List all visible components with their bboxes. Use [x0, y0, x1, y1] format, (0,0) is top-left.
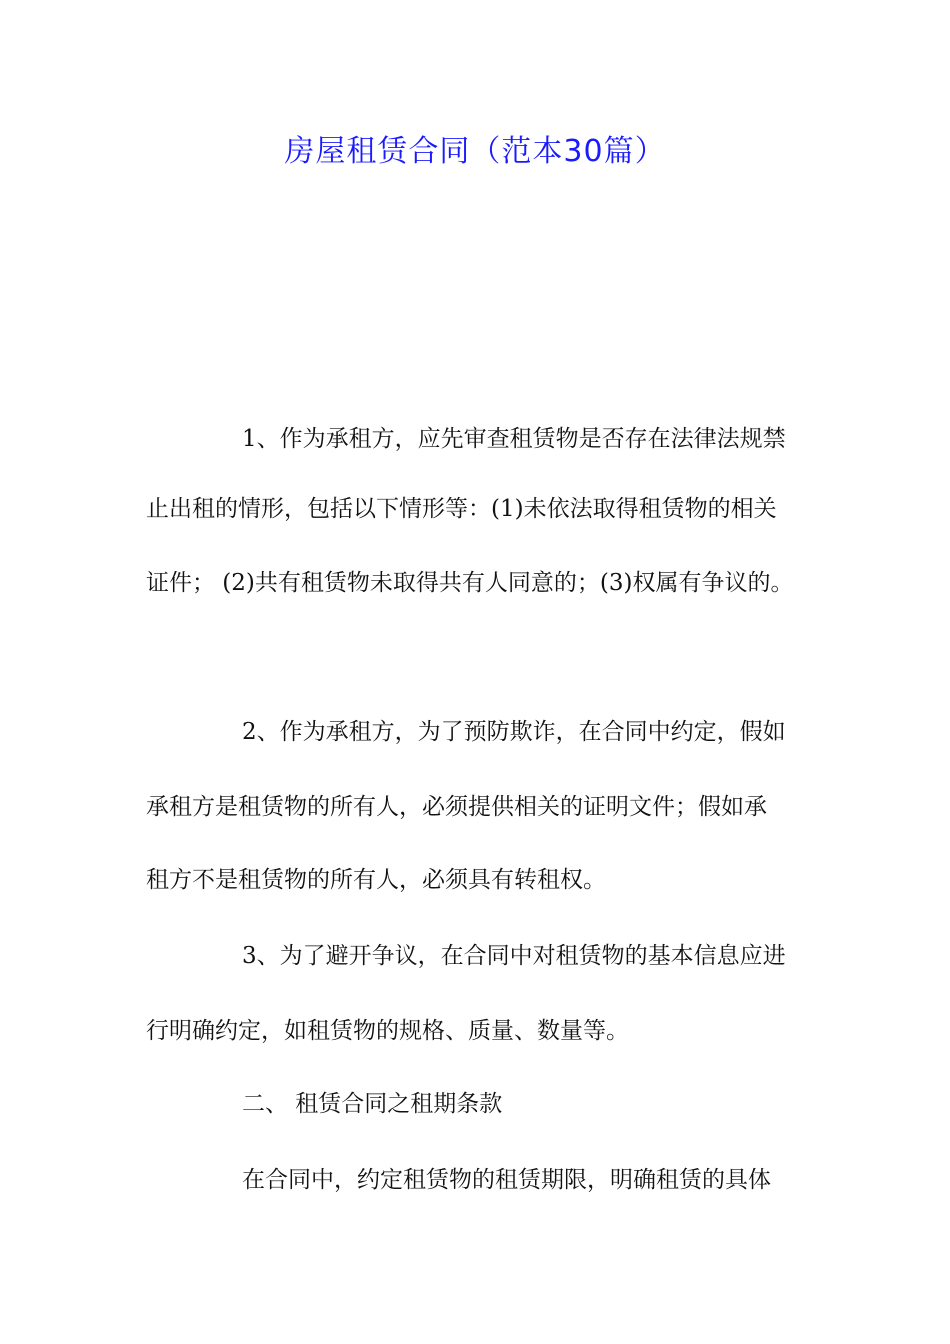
section-heading: 二、 租赁合同之租期条款: [242, 1091, 503, 1117]
paragraph-line: 1、作为承租方，应先审查租赁物是否存在法律法规禁: [242, 426, 786, 452]
paragraph-line: 2、作为承租方，为了预防欺诈，在合同中约定，假如: [242, 719, 786, 745]
paragraph-line: 租方不是租赁物的所有人，必须具有转租权。: [146, 867, 606, 893]
paragraph-line: 证件； (2)共有租赁物未取得共有人同意的；(3)权属有争议的。: [146, 570, 794, 596]
paragraph-line: 在合同中，约定租赁物的租赁期限，明确租赁的具体: [242, 1167, 771, 1193]
paragraph-line: 行明确约定，如租赁物的规格、质量、数量等。: [146, 1018, 629, 1044]
document-title: 房屋租赁合同（范本30篇）: [284, 134, 666, 169]
paragraph-line: 止出租的情形，包括以下情形等：(1)未依法取得租赁物的相关: [146, 496, 777, 522]
paragraph-line: 承租方是租赁物的所有人，必须提供相关的证明文件；假如承: [146, 794, 767, 820]
paragraph-line: 3、为了避开争议，在合同中对租赁物的基本信息应进: [242, 943, 786, 969]
